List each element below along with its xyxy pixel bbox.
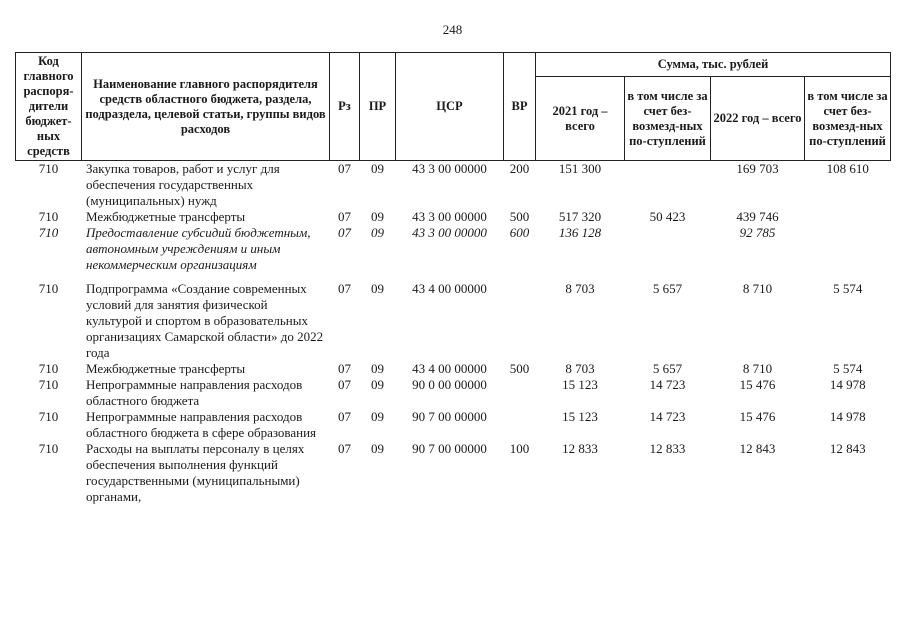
- cell-2022-total: 8 710: [742, 281, 773, 296]
- cell-code: 710: [38, 225, 59, 240]
- cell-rz: 07: [338, 209, 351, 224]
- cell-name: Межбюджетные трансферты: [86, 209, 246, 224]
- cell-pr: 09: [371, 361, 384, 376]
- cell-name: Межбюджетные трансферты: [86, 361, 246, 376]
- table-row: [16, 361, 891, 377]
- cell-vr: 100: [509, 441, 530, 456]
- header-2022-free: в том числе за счет без-возмезд-ных по-ступлений: [805, 77, 891, 161]
- cell-code: 710: [38, 361, 59, 376]
- header-2021-total: 2021 год – всего: [536, 77, 625, 161]
- cell-2022-total: 8 710: [742, 361, 773, 376]
- cell-2021-total: 517 320: [558, 209, 602, 224]
- cell-code: 710: [38, 441, 59, 456]
- cell-vr: [504, 281, 536, 361]
- cell-csr: 43 3 00 00000: [412, 209, 487, 224]
- table-row: [16, 441, 891, 505]
- table-row: [16, 377, 891, 409]
- cell-2022-free: [805, 209, 891, 225]
- cell-2022-total: 15 476: [739, 409, 776, 424]
- header-rz: Рз: [330, 53, 360, 161]
- cell-rz: 07: [338, 161, 351, 176]
- cell-2021-free: [625, 225, 711, 281]
- cell-vr: 500: [509, 361, 530, 376]
- cell-2021-free: 14 723: [649, 409, 686, 424]
- cell-csr: 43 3 00 00000: [412, 161, 487, 176]
- cell-name: Предоставление субсидий бюджетным, автономным учреждениям и иным некоммерческим организациям: [86, 225, 311, 272]
- cell-name: Непрограммные направления расходов областного бюджета в сфере образования: [86, 409, 317, 440]
- cell-2021-total: 12 833: [562, 441, 598, 456]
- cell-pr: 09: [371, 441, 384, 456]
- table-row: [16, 161, 891, 210]
- cell-2021-total: 136 128: [558, 225, 602, 240]
- cell-2021-total: 8 703: [565, 361, 595, 376]
- budget-table: [15, 52, 891, 505]
- cell-2022-total: 12 843: [739, 441, 776, 456]
- cell-csr: 90 0 00 00000: [412, 377, 487, 392]
- cell-csr: 43 4 00 00000: [412, 281, 487, 296]
- cell-code: 710: [38, 409, 59, 424]
- table-row: [16, 225, 891, 281]
- header-2022-total: 2022 год – всего: [711, 77, 805, 161]
- cell-2022-free: 5 574: [833, 361, 863, 376]
- cell-2021-free: 5 657: [652, 281, 683, 296]
- cell-csr: 90 7 00 00000: [412, 441, 487, 456]
- cell-pr: 09: [371, 409, 384, 424]
- cell-csr: 90 7 00 00000: [412, 409, 487, 424]
- cell-2022-free: 5 574: [833, 281, 863, 296]
- cell-pr: 09: [371, 161, 384, 176]
- cell-2021-total: 8 703: [565, 281, 595, 296]
- header-sum: Сумма, тыс. рублей: [536, 53, 891, 77]
- cell-code: 710: [38, 377, 59, 392]
- cell-2022-free: 108 610: [826, 161, 869, 176]
- cell-code: 710: [38, 281, 59, 296]
- header-2021-free: в том числе за счет без-возмезд-ных по-ступлений: [625, 77, 711, 161]
- table-header: [16, 53, 891, 161]
- header-pr: ПР: [360, 53, 396, 161]
- cell-rz: 07: [338, 225, 351, 240]
- cell-2022-free: 14 978: [829, 377, 866, 392]
- cell-pr: 09: [371, 225, 384, 240]
- cell-2022-free: 14 978: [829, 409, 866, 424]
- cell-name: Подпрограмма «Создание современных условий для занятия физической культурой и спортом в образовательных организациях Самарской области» до 2022 года: [86, 281, 324, 360]
- cell-2021-total: 15 123: [562, 377, 598, 392]
- cell-rz: 07: [338, 361, 351, 376]
- header-code: Код главного распоря-дители бюджет-ных средств: [16, 53, 82, 161]
- cell-rz: 07: [338, 441, 351, 456]
- cell-vr: 500: [509, 209, 530, 224]
- cell-code: 710: [38, 161, 59, 176]
- cell-2021-free: 12 833: [649, 441, 686, 456]
- cell-2022-total: 92 785: [739, 225, 776, 240]
- cell-pr: 09: [371, 377, 384, 392]
- header-vr: ВР: [504, 53, 536, 161]
- cell-2022-free: [805, 225, 891, 281]
- header-csr: ЦСР: [396, 53, 504, 161]
- cell-vr: [504, 377, 536, 409]
- page-number: 248: [442, 22, 463, 37]
- cell-2022-total: 439 746: [736, 209, 779, 224]
- cell-pr: 09: [371, 281, 384, 296]
- cell-code: 710: [38, 209, 59, 224]
- header-name: Наименование главного распорядителя средств областного бюджета, раздела, подраздела, целевой статьи, группы видов расходов: [82, 53, 330, 161]
- cell-vr: 200: [509, 161, 530, 176]
- cell-2021-free: 50 423: [649, 209, 686, 224]
- cell-name: Закупка товаров, работ и услуг для обеспечения государственных (муниципальных) нужд: [86, 161, 280, 208]
- cell-pr: 09: [371, 209, 384, 224]
- cell-rz: 07: [338, 281, 351, 296]
- cell-csr: 43 4 00 00000: [412, 361, 487, 376]
- cell-rz: 07: [338, 409, 351, 424]
- cell-2021-free: 5 657: [652, 361, 683, 376]
- table-row: [16, 281, 891, 361]
- table-row: [16, 409, 891, 441]
- cell-csr: 43 3 00 00000: [412, 225, 487, 240]
- cell-vr: 600: [509, 225, 530, 240]
- cell-name: Расходы на выплаты персоналу в целях обеспечения выполнения функций государственными (муниципальными) органами,: [86, 441, 305, 504]
- cell-2022-total: 169 703: [736, 161, 779, 176]
- table-row: [16, 209, 891, 225]
- cell-2022-free: 12 843: [829, 441, 866, 456]
- cell-2021-free: [625, 161, 711, 210]
- cell-rz: 07: [338, 377, 351, 392]
- cell-2021-total: 151 300: [558, 161, 602, 176]
- cell-2022-total: 15 476: [739, 377, 776, 392]
- cell-2021-free: 14 723: [649, 377, 686, 392]
- cell-2021-total: 15 123: [562, 409, 598, 424]
- cell-name: Непрограммные направления расходов областного бюджета: [86, 377, 303, 408]
- cell-vr: [504, 409, 536, 441]
